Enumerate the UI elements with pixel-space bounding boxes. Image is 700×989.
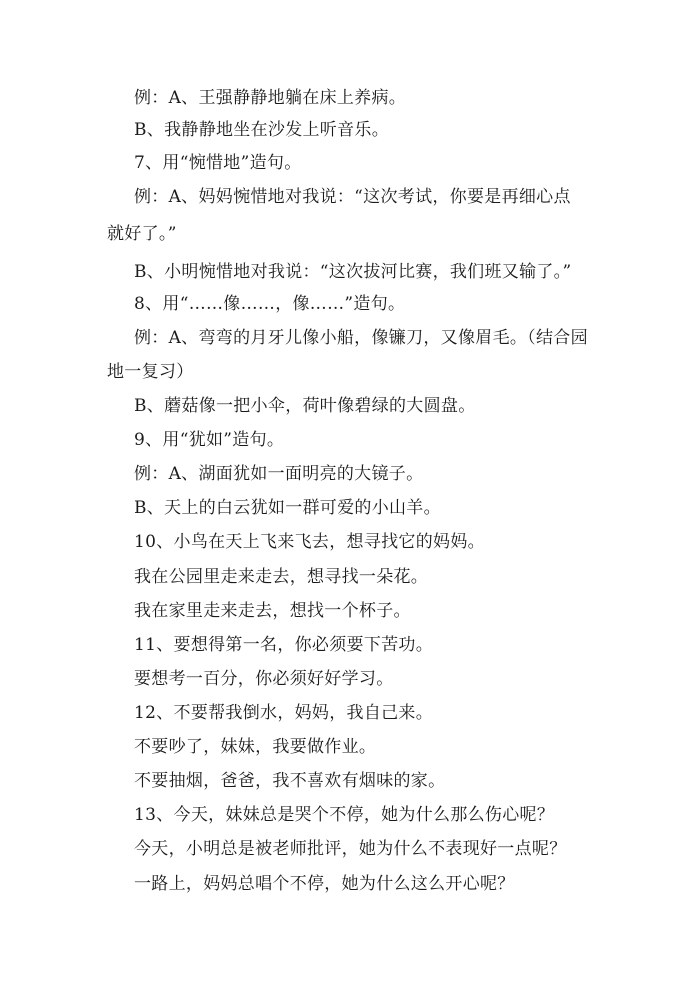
text-line: 12、不要帮我倒水，妈妈，我自己来。	[134, 703, 434, 723]
text-line: 9、用“犹如”造句。	[134, 430, 285, 450]
text-line: 例：A、妈妈惋惜地对我说：“这次考试，你要是再细心点	[134, 187, 571, 207]
text-line: B、我静静地坐在沙发上听音乐。	[134, 120, 389, 140]
text-line: 我在家里走来走去，想找一个杯子。	[134, 601, 411, 621]
text-line: B、天上的白云犹如一群可爱的小山羊。	[134, 498, 441, 518]
text-line: 例：A、弯弯的月牙儿像小船，像镰刀，又像眉毛。（结合园	[134, 328, 588, 348]
text-line: 7、用“惋惜地”造句。	[134, 153, 302, 173]
text-line: 我在公园里走来走去，想寻找一朵花。	[134, 567, 429, 587]
text-line: 要想考一百分，你必须好好学习。	[134, 669, 394, 689]
text-line: 就好了。”	[107, 224, 177, 244]
text-line: 例：A、王强静静地躺在床上养病。	[134, 88, 407, 108]
text-line: 不要抽烟，爸爸，我不喜欢有烟味的家。	[134, 771, 446, 791]
text-line: 例：A、湖面犹如一面明亮的大镜子。	[134, 464, 424, 484]
text-line: 8、用“……像……，像……”造句。	[134, 294, 406, 314]
text-line: 地一复习）	[107, 362, 194, 382]
text-line: 13、今天，妹妹总是哭个不停，她为什么那么伤心呢？	[134, 805, 555, 825]
text-line: 今天，小明总是被老师批评，她为什么不表现好一点呢？	[134, 839, 567, 859]
text-line: 11、要想得第一名，你必须要下苦功。	[134, 635, 434, 655]
text-line: 10、小鸟在天上飞来飞去，想寻找它的妈妈。	[134, 532, 485, 552]
text-line: 一路上，妈妈总唱个不停，她为什么这么开心呢？	[134, 874, 515, 894]
text-line: 不要吵了，妹妹，我要做作业。	[134, 737, 377, 757]
text-line: B、小明惋惜地对我说：“这次拔河比赛，我们班又输了。”	[134, 262, 572, 282]
text-line: B、蘑菇像一把小伞，荷叶像碧绿的大圆盘。	[134, 396, 476, 416]
